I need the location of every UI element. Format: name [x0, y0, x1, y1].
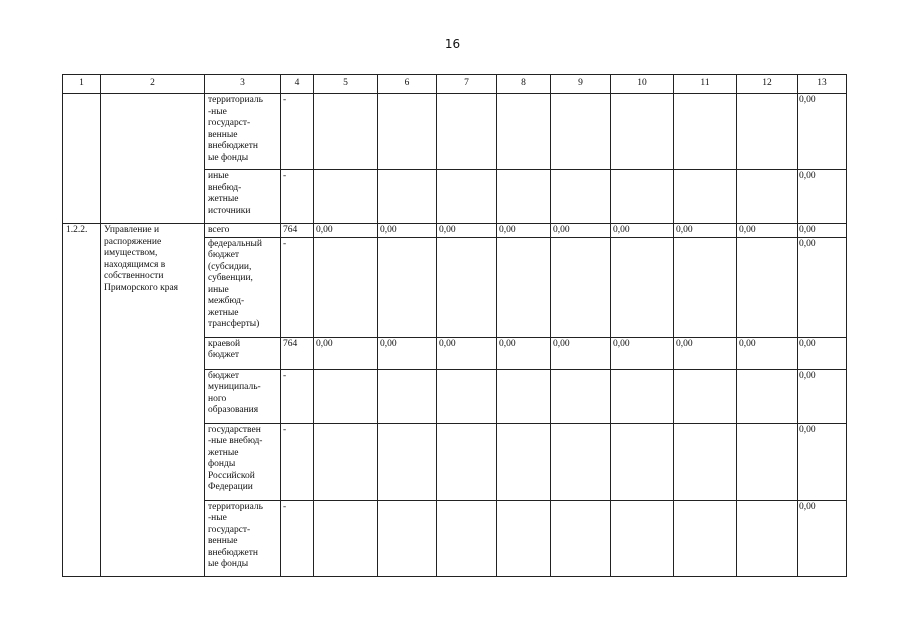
empty-cell: [551, 423, 611, 500]
header-col-13: 13: [798, 75, 847, 94]
funding-source-line: внебюд-: [208, 182, 242, 193]
funding-source: [205, 224, 281, 238]
empty-cell: [611, 170, 674, 224]
item-name-line: собственности: [104, 271, 164, 281]
value-cell: 0,00: [437, 224, 497, 238]
empty-cell: [611, 369, 674, 423]
funding-source: [205, 369, 281, 423]
budget-code: -: [281, 500, 314, 576]
empty-cell: [551, 94, 611, 170]
funding-source: [205, 423, 281, 500]
funding-source-line: государствен: [208, 424, 261, 435]
table-row: [63, 94, 847, 170]
funding-source-line: государст-: [208, 118, 251, 128]
empty-cell: [437, 237, 497, 337]
funding-source: [205, 500, 281, 576]
empty-cell: [497, 170, 551, 224]
empty-cell: [314, 500, 378, 576]
empty-cell: [437, 500, 497, 576]
budget-code: 764: [281, 337, 314, 369]
item-name: [101, 224, 205, 577]
empty-cell: [378, 369, 437, 423]
empty-cell: [437, 369, 497, 423]
funding-source-line: внебюджетн: [208, 141, 258, 151]
funding-source: [205, 237, 281, 337]
empty-cell: [551, 369, 611, 423]
value-cell: 0,00: [497, 337, 551, 369]
table-row: [63, 224, 847, 238]
item-name-line: распоряжение: [104, 236, 162, 247]
funding-source-line: ного: [208, 393, 227, 404]
value-cell: 0,00: [798, 337, 847, 369]
value-cell: 0,00: [674, 337, 737, 369]
value-cell: 0,00: [737, 337, 798, 369]
value-cell: 0,00: [551, 224, 611, 238]
total-value: 0,00: [798, 500, 847, 576]
empty-cell: [674, 423, 737, 500]
funding-source-line: жетные: [208, 307, 239, 318]
funding-source-line: жетные: [208, 194, 239, 204]
value-cell: 0,00: [378, 224, 437, 238]
funding-source-line: бюджет: [208, 370, 240, 381]
header-col-5: 5: [314, 75, 378, 94]
empty-cell: [737, 170, 798, 224]
funding-source: [205, 94, 281, 170]
empty-cell: [674, 237, 737, 337]
header-col-1: 1: [63, 75, 101, 94]
empty-cell: [437, 94, 497, 170]
value-cell: 0,00: [674, 224, 737, 238]
header-col-6: 6: [378, 75, 437, 94]
empty-cell: [551, 500, 611, 576]
value-cell: 0,00: [737, 224, 798, 238]
total-value: 0,00: [798, 369, 847, 423]
budget-code: 764: [281, 224, 314, 238]
empty-cell: [611, 94, 674, 170]
empty-cell: [497, 94, 551, 170]
funding-source-line: краевой: [208, 338, 241, 349]
total-value: 0,00: [798, 94, 847, 170]
funding-source-line: жетные: [208, 447, 239, 458]
header-col-9: 9: [551, 75, 611, 94]
funding-source: [205, 170, 281, 224]
empty-cell: [737, 423, 798, 500]
funding-source-line: государст-: [208, 524, 251, 535]
header-col-12: 12: [737, 75, 798, 94]
funding-source-line: -ные: [208, 513, 227, 523]
funding-source-line: федеральный: [208, 238, 262, 249]
empty-cell: [437, 423, 497, 500]
empty-cell: [674, 369, 737, 423]
item-name-line: Управление и: [104, 225, 160, 235]
empty-cell: [378, 237, 437, 337]
funding-source-line: источники: [208, 205, 251, 216]
budget-code: -: [281, 237, 314, 337]
funding-source-line: трансферты): [208, 319, 260, 329]
empty-cell: [611, 500, 674, 576]
empty-cell: [737, 237, 798, 337]
empty-cell: [674, 170, 737, 224]
funding-source-line: межбюд-: [208, 296, 245, 306]
empty-cell: [314, 94, 378, 170]
empty-cell: [674, 94, 737, 170]
funding-source-line: образования: [208, 405, 259, 415]
value-cell: 0,00: [497, 224, 551, 238]
header-col-11: 11: [674, 75, 737, 94]
empty-cell: [611, 237, 674, 337]
empty-cell: [497, 369, 551, 423]
item-number: 1.2.2.: [63, 224, 101, 577]
funding-source-line: бюджет: [208, 250, 240, 260]
header-col-3: 3: [205, 75, 281, 94]
value-cell: 0,00: [378, 337, 437, 369]
empty-cell: [378, 500, 437, 576]
value-cell: 0,00: [798, 224, 847, 238]
empty-cell: [378, 423, 437, 500]
funding-source-line: фонды: [208, 459, 236, 469]
funding-source-line: всего: [208, 225, 230, 235]
empty-cell: [378, 170, 437, 224]
funding-source-line: территориаль: [208, 95, 263, 105]
header-col-10: 10: [611, 75, 674, 94]
funding-source-line: -ные: [208, 106, 227, 117]
empty-cell: [378, 94, 437, 170]
funding-source-line: иные: [208, 171, 229, 181]
funding-source-line: внебюджетн: [208, 547, 258, 558]
funding-source-line: ые фонды: [208, 559, 249, 569]
empty-cell: [674, 500, 737, 576]
funding-source-line: венные: [208, 536, 238, 546]
total-value: 0,00: [798, 237, 847, 337]
funding-source-line: венные: [208, 129, 238, 140]
budget-code: -: [281, 423, 314, 500]
item-name-line: Приморского края: [104, 282, 179, 293]
empty-cell: [551, 237, 611, 337]
total-value: 0,00: [798, 170, 847, 224]
funding-source-line: муниципаль-: [208, 382, 261, 392]
empty-cell: [497, 423, 551, 500]
empty-cell: [737, 369, 798, 423]
header-row: [63, 75, 847, 94]
budget-table: [62, 74, 847, 577]
funding-source-line: территориаль: [208, 501, 263, 512]
value-cell: 0,00: [314, 224, 378, 238]
empty-cell: [497, 500, 551, 576]
budget-code: -: [281, 170, 314, 224]
empty-cell: [737, 94, 798, 170]
funding-source-line: (субсидии,: [208, 261, 252, 272]
empty-cell: [737, 500, 798, 576]
value-cell: 0,00: [551, 337, 611, 369]
budget-code: -: [281, 94, 314, 170]
value-cell: 0,00: [314, 337, 378, 369]
empty-cell: [314, 423, 378, 500]
header-col-4: 4: [281, 75, 314, 94]
header-col-8: 8: [497, 75, 551, 94]
item-name-line: имуществом,: [104, 248, 158, 258]
empty-cell: [551, 170, 611, 224]
funding-source-line: субвенции,: [208, 273, 253, 283]
page-number: 16: [444, 37, 461, 51]
funding-source-line: Федерации: [208, 482, 253, 492]
empty-cell: [611, 423, 674, 500]
funding-source-line: -ные внебюд-: [208, 436, 263, 446]
funding-source-line: ые фонды: [208, 152, 249, 163]
header-col-2: 2: [101, 75, 205, 94]
empty-cell: [314, 369, 378, 423]
item-name-cell: [101, 94, 205, 224]
funding-source-line: иные: [208, 284, 229, 295]
value-cell: 0,00: [611, 337, 674, 369]
item-number-cell: [63, 94, 101, 224]
funding-source-line: Российской: [208, 470, 255, 481]
empty-cell: [497, 237, 551, 337]
total-value: 0,00: [798, 423, 847, 500]
funding-source-line: бюджет: [208, 350, 240, 360]
value-cell: 0,00: [437, 337, 497, 369]
value-cell: 0,00: [611, 224, 674, 238]
funding-source: [205, 337, 281, 369]
budget-code: -: [281, 369, 314, 423]
header-col-7: 7: [437, 75, 497, 94]
empty-cell: [314, 237, 378, 337]
empty-cell: [437, 170, 497, 224]
item-name-line: находящимся в: [104, 259, 166, 270]
empty-cell: [314, 170, 378, 224]
